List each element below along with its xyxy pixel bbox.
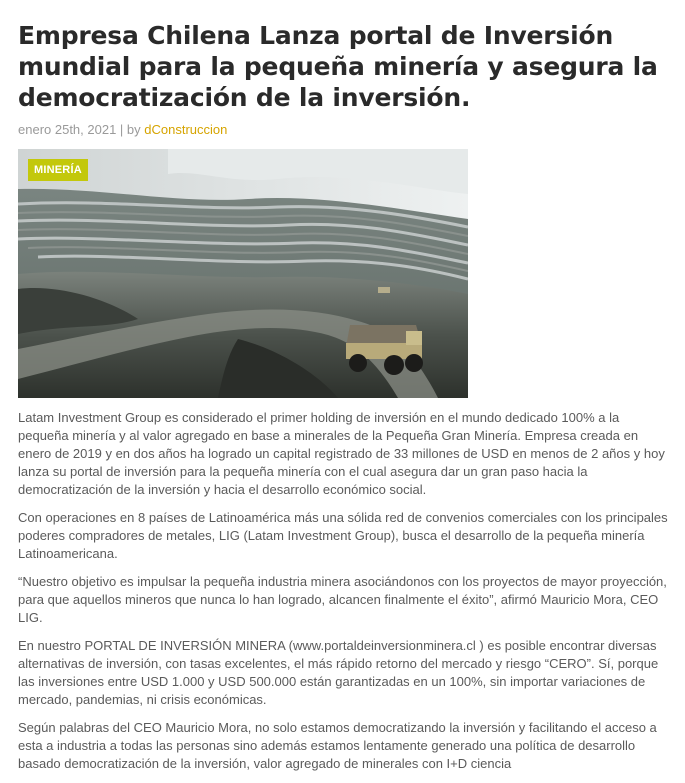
haul-truck bbox=[346, 325, 423, 375]
meta-separator: | by bbox=[116, 122, 145, 137]
paragraph: Según palabras del CEO Mauricio Mora, no solo estamos democratizando la inversión y facilitando el acceso a esta a industria a todas las personas sino además estamos lentamente generado una política de desarrollo basado democratización de la inversión, valor agregado de minerales con I+D ciencia bbox=[18, 720, 657, 771]
author-link[interactable]: dConstruccion bbox=[144, 122, 228, 137]
featured-image[interactable] bbox=[18, 149, 468, 398]
article-body bbox=[18, 409, 668, 773]
paragraph: Latam Investment Group es considerado el primer holding de inversión en el mundo dedicado 100% a la pequeña minería y al valor agregado en base a minerales de la Pequeña Gran Minería. Empresa creada en enero de 2019 y en dos años ha logrado un capital registrado de 33 millones de USD en menos de 2 años y hoy lanza su portal de inversión para la pequeña minería con el cual asegura dar un gran paso hacia la democratización de la inversión y hacia el desarrollo económico social. bbox=[18, 410, 665, 497]
category-badge[interactable]: MINERÍA bbox=[28, 159, 88, 181]
paragraph: “Nuestro objetivo es impulsar la pequeña industria minera asociándonos con los proyectos de mayor proyección, para que aquellos mineros que nunca lo han logrado, alcancen finalmente el éxito”, afirmó Mauricio Mora, CEO LIG. bbox=[18, 574, 667, 625]
article-title: Empresa Chilena Lanza portal de Inversión mundial para la pequeña minería y asegura la democratización de la inversión. bbox=[18, 21, 658, 112]
mine-photo bbox=[18, 149, 468, 398]
post-date: enero 25th, 2021 bbox=[18, 122, 117, 137]
article bbox=[18, 20, 668, 783]
paragraph: En nuestro PORTAL DE INVERSIÓN MINERA (www.portaldeinversionminera.cl ) es posible encontrar diversas alternativas de inversión, con tasas excelentes, el más rápido retorno del mercado y riesgo “CERO”. Sí, porque las inversiones entre USD 1.000 y USD 500.000 están garantizadas en un 100%, sin importar variaciones de mercado, pandemias, ni crisis económicas. bbox=[18, 638, 659, 707]
article-meta bbox=[18, 121, 668, 139]
paragraph: Con operaciones en 8 países de Latinoamérica más una sólida red de convenios comerciales con los principales poderes compradores de metales, LIG (Latam Investment Group), busca el desarrollo de la pequeña minería Latinoamericana. bbox=[18, 510, 668, 561]
